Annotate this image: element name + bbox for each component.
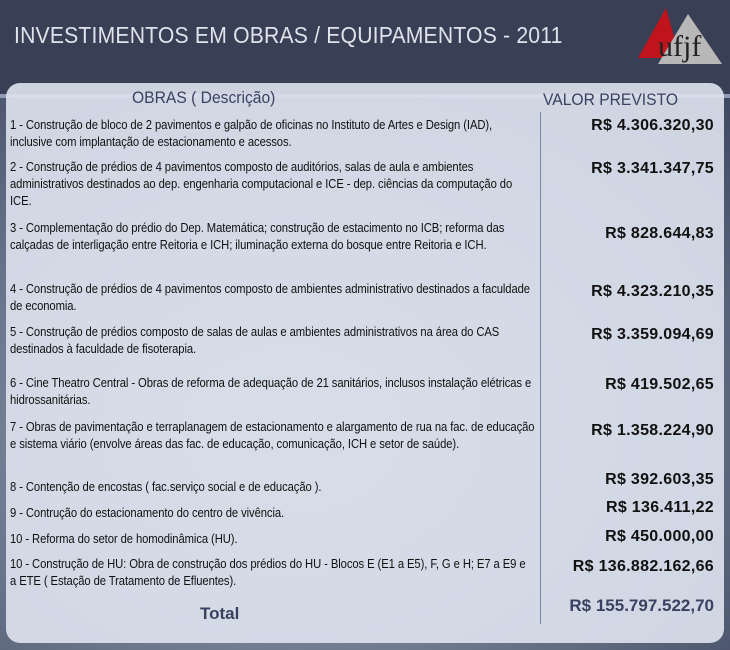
table-row-value: R$ 3.341.347,75 <box>591 160 714 177</box>
table-row-desc: 3 - Complementação do prédio do Dep. Matemática; construção de estacimento no ICB; reforma das calçadas de interligação entre Reitoria e ICH; iluminação externa do bosque entre Reitoria e ICH. <box>10 221 505 252</box>
table-row-desc: 5 - Construção de prédios composto de salas de aulas e ambientes administrativos na área do CAS destinados à faculdade de fisoterapia. <box>10 325 500 356</box>
table-row-desc: 10 - Reforma do setor de homodinâmica (HU). <box>10 532 238 546</box>
total-label: Total <box>200 604 240 623</box>
table-row-desc: 8 - Contenção de encostas ( fac.serviço social e de educação ). <box>10 480 322 494</box>
page-title: INVESTIMENTOS EM OBRAS / EQUIPAMENTOS - 2011 <box>14 22 563 48</box>
table-row-value: R$ 136.882.162,66 <box>572 558 714 575</box>
table-row-value: R$ 1.358.224,90 <box>591 422 714 439</box>
table-row-desc: 1 - Construção de bloco de 2 pavimentos e galpão de oficinas no Instituto de Artes e Design (IAD), inclusive com implantação de estacionamento e acessos. <box>10 118 493 149</box>
table-row-desc: 7 - Obras de pavimentação e terraplanagem de estacionamento e alargamento de rua na fac. de educação e sistema viário (envolve áreas das fac. de educação, comunicação, ICH e setor de saúde). <box>10 420 535 451</box>
table-row-value: R$ 4.306.320,30 <box>591 117 714 134</box>
column-header-description: OBRAS ( Descrição) <box>132 88 276 107</box>
table-row-desc: 6 - Cine Theatro Central - Obras de reforma de adequação de 21 sanitários, inclusos instalação elétricas e hidrossanitárias. <box>10 376 532 407</box>
table-row-desc: 9 - Contrução do estacionamento do centro de vivência. <box>10 506 285 520</box>
table-row-value: R$ 136.411,22 <box>606 499 714 516</box>
table-row-desc: 10 - Construção de HU: Obra de construção dos prédios do HU - Blocos E (E1 a E5), F, G e H; E7 a E9 e a ETE ( Estação de Tratamento de Efluentes). <box>10 557 526 588</box>
table-row-value: R$ 3.359.094,69 <box>591 326 714 343</box>
table-row-value: R$ 4.323.210,35 <box>591 283 714 300</box>
table-row-value: R$ 419.502,65 <box>605 376 714 393</box>
column-divider <box>540 112 541 624</box>
table-row-desc: 2 - Construção de prédios de 4 pavimentos composto de auditórios, salas de aula e ambientes administrativos destinados ao dep. engenharia computacional e ICE - dep. ciências da computação do ICE. <box>10 160 513 208</box>
table-row-desc: 4 - Construção de prédios de 4 pavimentos composto de ambientes administrativo destinados a faculdade de economia. <box>10 282 530 313</box>
table-row-value: R$ 828.644,83 <box>605 225 714 242</box>
column-header-value: VALOR PREVISTO <box>543 90 679 109</box>
total-value: R$ 155.797.522,70 <box>569 596 714 615</box>
table-row-value: R$ 392.603,35 <box>605 471 714 488</box>
table-row-value: R$ 450.000,00 <box>605 528 714 545</box>
svg-text:ufjf: ufjf <box>658 30 702 63</box>
ufjf-logo <box>636 6 724 66</box>
